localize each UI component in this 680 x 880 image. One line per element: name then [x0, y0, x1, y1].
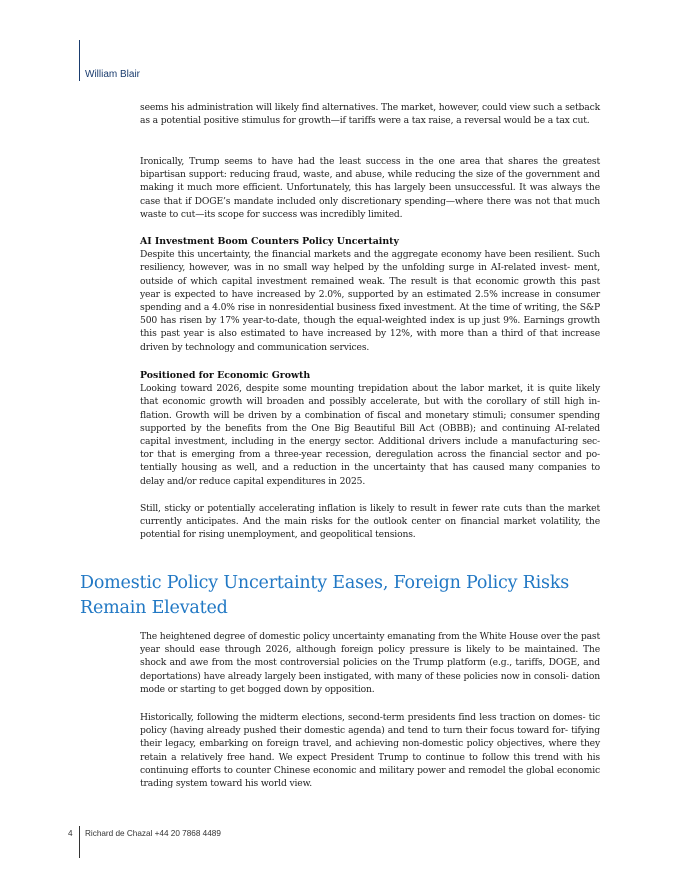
- section-title: Domestic Policy Uncertainty Eases, Foreign Policy Risks Remain Elevated: [80, 573, 570, 618]
- subheading: AI Investment Boom Counters Policy Uncertainty: [140, 236, 399, 247]
- paragraph-midterms: [140, 711, 600, 790]
- paragraph: Ironically, Trump seems to have had the least success in the one area that shares the greatest bipartisan support: reducing fraud, waste, and abuse, while reducing the size of the government and making it much more efficient. Unfortunately, this has largely been unsuccessful. It was always the case that if DOGE’s mandate included only discretionary spending—where there was not that much waste to cut—its scope for success was incredibly limited.: [140, 156, 600, 220]
- header-rule: [79, 40, 80, 81]
- footer-rule: [79, 826, 80, 858]
- paragraph-risks: [140, 502, 600, 542]
- author-contact: Richard de Chazal +44 20 7868 4489: [85, 829, 221, 838]
- paragraph-doge: [140, 155, 600, 221]
- page-number: 4: [68, 829, 73, 838]
- paragraph-domestic-policy: [140, 630, 600, 696]
- paragraph: Looking toward 2026, despite some mounting trepidation about the labor market, it is quite likely that economic growth will broaden and possibly accelerate, but with the corollary of still high in- flation. Growth will be driven by a combination of fiscal and monetary stimuli; consumer spending supported by the benefits from the One Big Beautiful Bill Act (OBBB); and continuing AI-related capital investment, including in the energy sector. Additional drivers include a manufacturing sec- tor that is emerging from a three-year recession, deregulation across the financial sector and po- tentially housing as well, and a reduction in the uncertainty that has caused many companies to delay and/or reduce capital expenditures in 2025.: [140, 383, 600, 487]
- brand-name: William Blair: [85, 69, 140, 80]
- paragraph-intro: [140, 101, 600, 127]
- paragraph: The heightened degree of domestic policy uncertainty emanating from the White House over the past year should ease through 2026, although foreign policy pressure is likely to be maintained. The shock and awe from the most controversial policies on the Trump platform (e.g., tariffs, DOGE, and deportations) have already largely been instigated, with many of these policies now in consoli- dation mode or starting to get bogged down by opposition.: [140, 631, 601, 695]
- subheading: Positioned for Economic Growth: [140, 370, 311, 381]
- paragraph: Still, sticky or potentially accelerating inflation is likely to result in fewer rate cuts than the market currently anticipates. And the main risks for the outlook center on financial market volatility, the potential for rising unemployment, and geopolitical tensions.: [140, 503, 600, 541]
- section-economic-growth: [140, 369, 600, 488]
- paragraph: Despite this uncertainty, the financial markets and the aggregate economy have been resilient. Such resiliency, however, was in no small way helped by the unfolding surge in AI-related invest- ment, outside of which capital investment remained weak. The result is that economic growth this past year is expected to have increased by 2.0%, supported by an estimated 2.5% increase in consumer spending and a 4.0% rise in nonresidential business fixed investment. At the time of writing, the S&P 500 has risen by 17% year-to-date, though the equal-weighted index is up just 9%. Earnings growth this past year is also estimated to have increased by 12%, with more than a third of that increase driven by technology and communication services.: [140, 249, 600, 353]
- paragraph: Historically, following the midterm elections, second-term presidents find less traction on domes- tic policy (having already pushed their domestic agenda) and tend to turn their focus toward for- tifying their legacy, embarking on foreign travel, and achieving non-domestic policy objectives, where they retain a relatively free hand. We expect President Trump to continue to follow this trend with his continuing efforts to counter Chinese economic and military power and remodel the global economic trading system toward his world view.: [140, 712, 600, 790]
- paragraph: seems his administration will likely find alternatives. The market, however, could view such a setback as a potential positive stimulus for growth—if tariffs were a tax raise, a reversal would be a tax cut.: [140, 102, 600, 127]
- section-ai-investment: [140, 235, 600, 354]
